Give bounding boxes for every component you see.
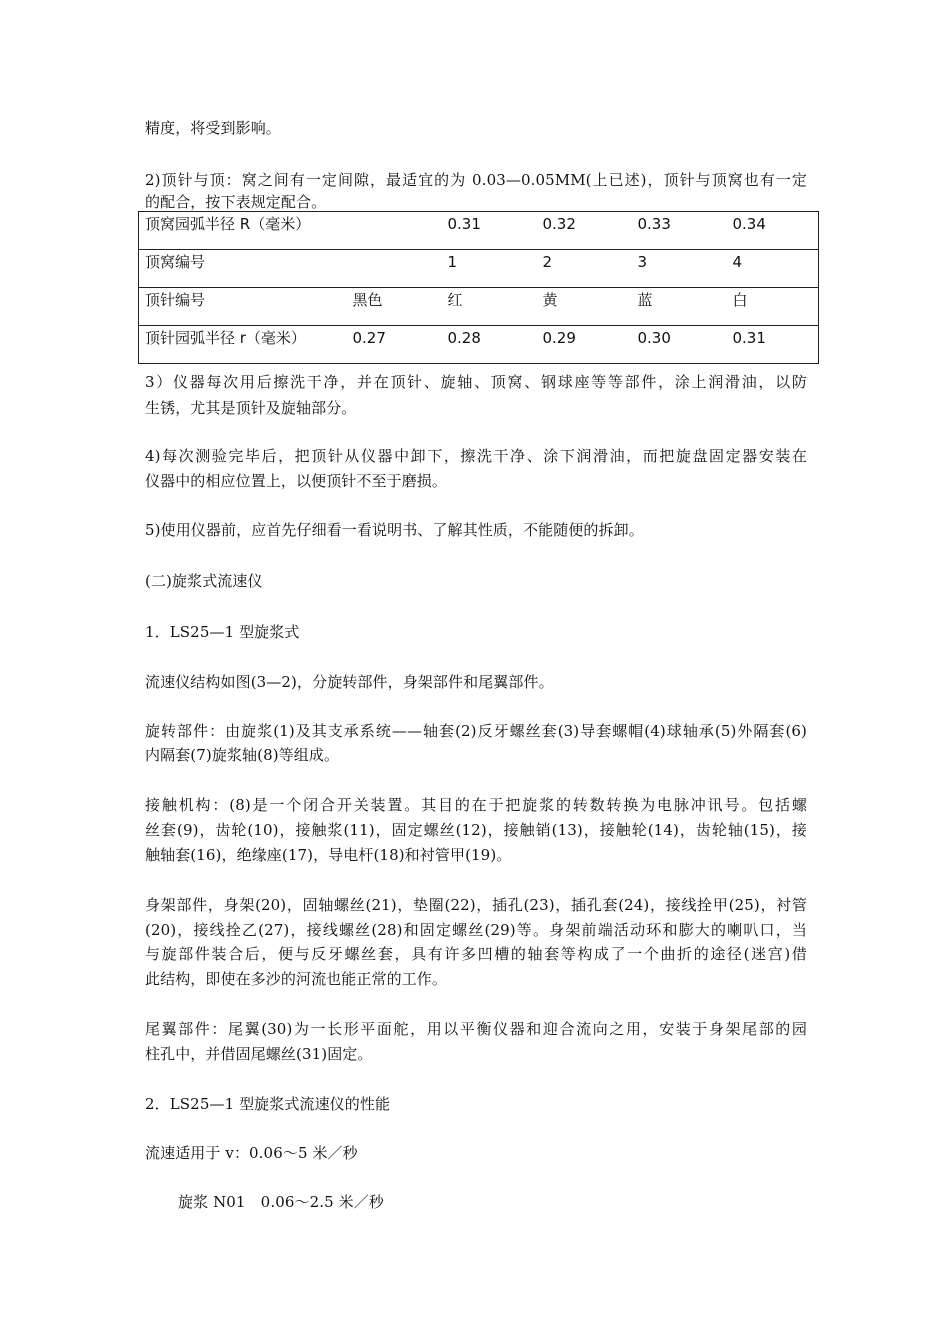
paragraph-rotating-parts-line-1: 旋转部件：由旋浆(1)及其支承系统——轴套(2)反牙螺丝套(3)导套螺帽(4)球轴承(5)外隔套(6) [145,722,807,740]
table-cell: 0.28 [447,329,481,347]
table-cell: 0.27 [352,329,386,347]
table-cell: 蓝 [637,291,653,309]
table-cell: 顶针编号 [145,291,206,309]
table-cell: 1 [447,253,458,271]
paragraph-contact-mechanism-line-1: 接触机构：(8)是一个闭合开关装置。其目的在于把旋浆的转数转换为电脉冲讯号。包括螺 [145,796,807,814]
paragraph-cleaning-line-1: 3）仪器每次用后擦洗干净，并在顶针、旋轴、顶窝、钢球座等等部件，涂上润滑油，以防 [145,373,807,391]
paragraph-tail-parts-line-1: 尾翼部件：尾翼(30)为一长形平面舵，用以平衡仪器和迎合流向之用，安装于身架尾部的园 [145,1020,807,1038]
table-row [139,288,819,326]
paragraph-propeller-n01: 旋浆 N01 0.06～2.5 米／秒 [178,1193,384,1211]
table-cell: 白 [732,291,748,309]
table-row [139,212,819,250]
subheading-performance: 2．LS25—1 型旋浆式流速仪的性能 [145,1095,391,1113]
table-cell: 黄 [542,291,558,309]
paragraph-contact-mechanism-line-2: 丝套(9)，齿轮(10)，接触浆(11)，固定螺丝(12)，接触销(13)，接触轮(14)，齿轮轴(15)，接 [145,821,807,839]
table-cell: 红 [447,291,463,309]
paragraph-clearance-line-1: 2)顶针与顶：窝之间有一定间隙，最适宜的为 0.03—0.05MM(上已述)，顶针与顶窝也有一定 [145,171,807,189]
table-cell: 3 [637,253,648,271]
paragraph-clearance-line-2: 的配合，按下表规定配合。 [145,193,327,211]
fit-table [138,211,819,364]
paragraph-speed-range: 流速适用于 v：0.06～5 米／秒 [145,1144,358,1162]
paragraph-body-parts-line-3: 与旋部件装合后，便与反牙螺丝套，具有许多凹槽的轴套等构成了一个曲折的途径(迷宫)借 [145,945,807,963]
table-cell: 0.31 [447,215,481,233]
paragraph-body-parts-line-4: 此结构，即使在多沙的河流也能正常的工作。 [145,970,448,988]
paragraph-precision: 精度，将受到影响。 [145,119,281,137]
paragraph-manual: 5)使用仪器前，应首先仔细看一看说明书、了解其性质，不能随便的拆卸。 [145,521,644,539]
paragraph-unload-line-1: 4)每次测验完毕后，把顶针从仪器中卸下，擦洗干净、涂下润滑油，而把旋盘固定器安装在 [145,447,807,465]
table-cell: 顶针园弧半径 r（毫米） [145,329,306,347]
table-row [139,250,819,288]
paragraph-contact-mechanism-line-3: 触轴套(16)，绝缘座(17)，导电杆(18)和衬管甲(19)。 [145,846,512,864]
table-cell: 2 [542,253,553,271]
paragraph-body-parts-line-1: 身架部件，身架(20)，固轴螺丝(21)，垫圈(22)，插孔(23)，插孔套(24)，接线拴甲(25)，衬管 [145,896,807,914]
table-cell: 4 [732,253,743,271]
table-cell: 0.29 [542,329,576,347]
table-cell: 顶窝园弧半径 R（毫米） [145,215,311,233]
subheading-ls25-type: 1．LS25—1 型旋浆式 [145,623,300,641]
table-cell: 顶窝编号 [145,253,206,271]
section-heading-propeller-meter: (二)旋浆式流速仪 [145,572,263,590]
table-row [139,326,819,364]
paragraph-structure: 流速仪结构如图(3—2)，分旋转部件，身架部件和尾翼部件。 [145,673,554,691]
table-cell [347,250,442,288]
paragraph-rotating-parts-line-2: 内隔套(7)旋浆轴(8)等组成。 [145,746,340,764]
paragraph-body-parts-line-2: (20)，接线拴乙(27)，接线螺丝(28)和固定螺丝(29)等。身架前端活动环和膨大的喇叭口，当 [145,921,807,939]
table-cell: 0.31 [732,329,766,347]
paragraph-cleaning-line-2: 生锈，尤其是顶针及旋轴部分。 [145,399,357,417]
table-cell [347,212,442,250]
table-cell: 0.34 [732,215,766,233]
table-cell: 黑色 [352,291,383,309]
paragraph-tail-parts-line-2: 柱孔中，并借固尾螺丝(31)固定。 [145,1045,373,1063]
table-cell: 0.33 [637,215,671,233]
table-cell: 0.30 [637,329,671,347]
table-cell: 0.32 [542,215,576,233]
paragraph-unload-line-2: 仪器中的相应位置上，以便顶针不至于磨损。 [145,472,448,490]
